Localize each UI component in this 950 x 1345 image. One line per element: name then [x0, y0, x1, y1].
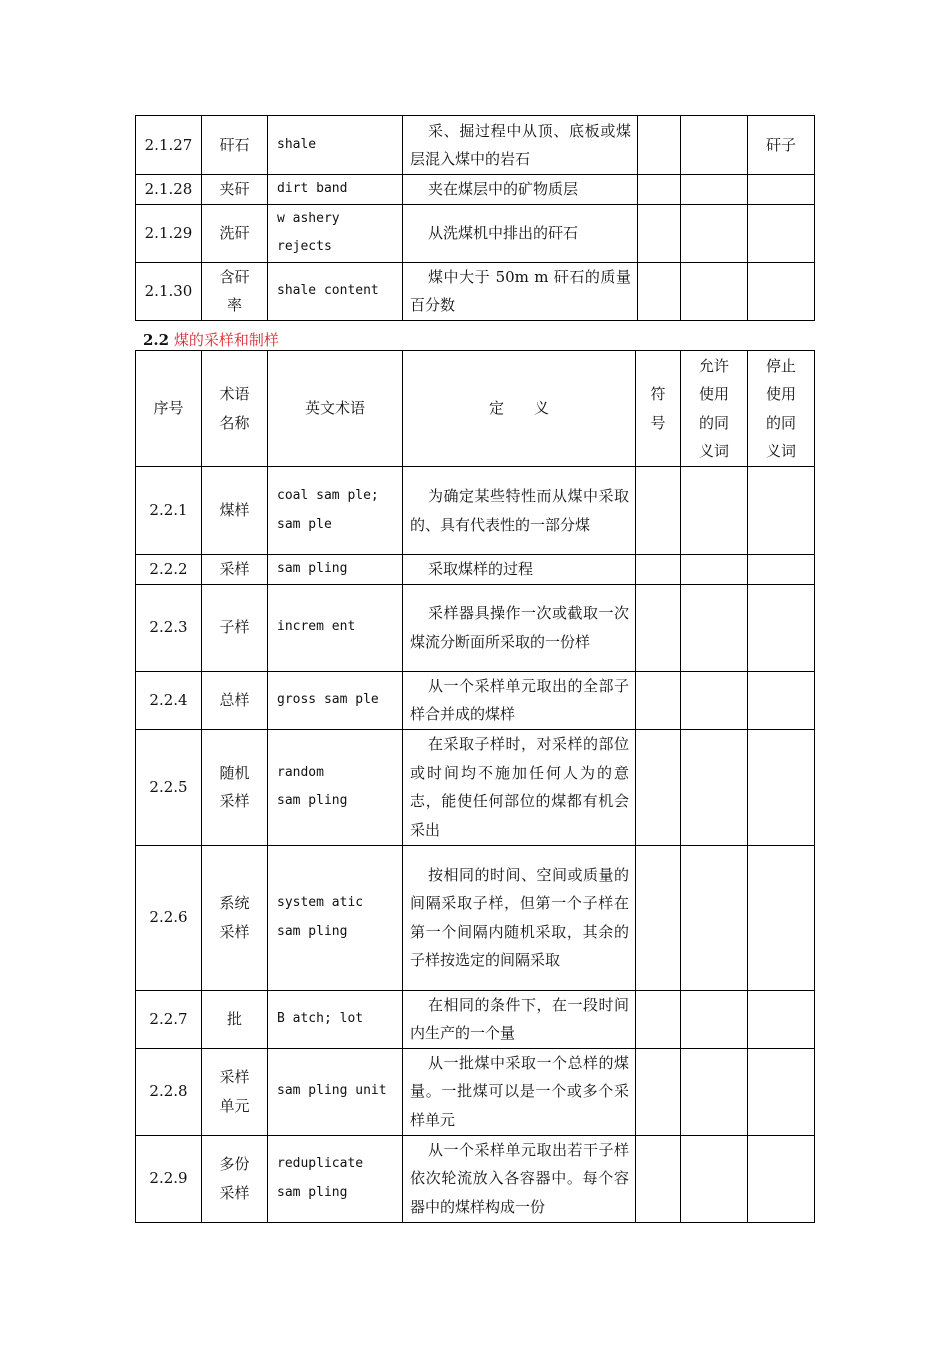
table-header-row	[136, 351, 815, 467]
term-deprecated-synonym	[748, 555, 815, 585]
table-row	[136, 1048, 815, 1135]
term-number: 2.2.2	[136, 555, 202, 585]
table-row	[136, 671, 815, 729]
term-number: 2.1.27	[136, 116, 202, 175]
term-allowed-synonym	[681, 116, 748, 175]
term-symbol	[636, 467, 681, 555]
term-deprecated-synonym	[748, 1135, 815, 1222]
term-name: 洗矸	[202, 204, 268, 262]
term-symbol	[636, 845, 681, 990]
term-name: 煤样	[202, 467, 268, 555]
table-row	[136, 584, 815, 671]
term-english: gross sam ple	[268, 671, 403, 729]
term-deprecated-synonym	[748, 262, 815, 320]
term-definition: 从一个采样单元取出若干子样依次轮流放入各容器中。每个容器中的煤样构成一份	[403, 1135, 636, 1222]
term-name: 批	[202, 990, 268, 1048]
term-deprecated-synonym	[748, 204, 815, 262]
term-allowed-synonym	[681, 584, 748, 671]
term-deprecated-synonym	[748, 1048, 815, 1135]
term-allowed-synonym	[681, 671, 748, 729]
term-number: 2.1.30	[136, 262, 202, 320]
term-number: 2.2.6	[136, 845, 202, 990]
header-symbol: 符号	[636, 351, 681, 467]
term-english: shale	[268, 116, 403, 175]
term-allowed-synonym	[681, 1135, 748, 1222]
section-title: 煤的采样和制样	[173, 331, 279, 349]
term-deprecated-synonym	[748, 845, 815, 990]
term-symbol	[636, 990, 681, 1048]
term-symbol	[636, 584, 681, 671]
term-definition: 采、掘过程中从顶、底板或煤层混入煤中的岩石	[403, 116, 638, 175]
term-definition: 采样器具操作一次或截取一次煤流分断面所采取的一份样	[403, 584, 636, 671]
term-number: 2.2.3	[136, 584, 202, 671]
table-row	[136, 204, 815, 262]
header-allowed-synonym: 允许使用的同义词	[681, 351, 748, 467]
term-allowed-synonym	[681, 175, 748, 205]
term-deprecated-synonym	[748, 467, 815, 555]
term-definition: 为确定某些特性而从煤中采取的、具有代表性的一部分煤	[403, 467, 636, 555]
term-deprecated-synonym	[748, 175, 815, 205]
term-english: sam pling unit	[268, 1048, 403, 1135]
term-english: shale content	[268, 262, 403, 320]
term-english: coal sam ple; sam ple	[268, 467, 403, 555]
header-definition: 定 义	[403, 351, 636, 467]
term-english: sam pling	[268, 555, 403, 585]
terms-table-2-1	[135, 115, 815, 321]
table-row	[136, 467, 815, 555]
term-number: 2.1.29	[136, 204, 202, 262]
term-english: system atic sam pling	[268, 845, 403, 990]
term-number: 2.2.4	[136, 671, 202, 729]
term-allowed-synonym	[681, 845, 748, 990]
term-number: 2.1.28	[136, 175, 202, 205]
term-allowed-synonym	[681, 1048, 748, 1135]
term-name: 采样单元	[202, 1048, 268, 1135]
term-allowed-synonym	[681, 555, 748, 585]
table-row	[136, 555, 815, 585]
term-deprecated-synonym: 矸子	[748, 116, 815, 175]
term-definition: 从洗煤机中排出的矸石	[403, 204, 638, 262]
term-allowed-synonym	[681, 729, 748, 845]
term-name: 随机采样	[202, 729, 268, 845]
term-symbol	[636, 1048, 681, 1135]
header-english: 英文术语	[268, 351, 403, 467]
term-english: increm ent	[268, 584, 403, 671]
terms-table-2-2	[135, 350, 815, 1223]
table-row	[136, 990, 815, 1048]
term-name: 多份采样	[202, 1135, 268, 1222]
term-name: 系统采样	[202, 845, 268, 990]
term-symbol	[638, 204, 681, 262]
term-allowed-synonym	[681, 990, 748, 1048]
term-allowed-synonym	[681, 262, 748, 320]
term-symbol	[638, 116, 681, 175]
term-name: 总样	[202, 671, 268, 729]
term-number: 2.2.8	[136, 1048, 202, 1135]
term-symbol	[636, 555, 681, 585]
table-row	[136, 1135, 815, 1222]
term-english: B atch; lot	[268, 990, 403, 1048]
term-definition: 从一个采样单元取出的全部子样合并成的煤样	[403, 671, 636, 729]
term-deprecated-synonym	[748, 729, 815, 845]
term-definition: 按相同的时间、空间或质量的间隔采取子样，但第一个子样在第一个间隔内随机采取，其余的子样按选定的间隔采取	[403, 845, 636, 990]
term-name: 夹矸	[202, 175, 268, 205]
term-definition: 采取煤样的过程	[403, 555, 636, 585]
term-english: random sam pling	[268, 729, 403, 845]
term-english: reduplicate sam pling	[268, 1135, 403, 1222]
header-number: 序号	[136, 351, 202, 467]
table-row	[136, 175, 815, 205]
term-deprecated-synonym	[748, 671, 815, 729]
section-heading	[143, 329, 279, 350]
term-number: 2.2.1	[136, 467, 202, 555]
term-name: 矸石	[202, 116, 268, 175]
term-allowed-synonym	[681, 204, 748, 262]
header-term-name: 术语名称	[202, 351, 268, 467]
table-row	[136, 729, 815, 845]
term-definition: 在采取子样时，对采样的部位或时间均不施加任何人为的意志，能使任何部位的煤都有机会采出	[403, 729, 636, 845]
term-deprecated-synonym	[748, 990, 815, 1048]
header-deprecated-synonym: 停止使用的同义词	[748, 351, 815, 467]
term-name: 子样	[202, 584, 268, 671]
term-symbol	[636, 729, 681, 845]
table-row	[136, 262, 815, 320]
term-definition: 在相同的条件下，在一段时间内生产的一个量	[403, 990, 636, 1048]
term-definition: 煤中大于 50m m 矸石的质量百分数	[403, 262, 638, 320]
term-number: 2.2.9	[136, 1135, 202, 1222]
term-name: 采样	[202, 555, 268, 585]
term-definition: 夹在煤层中的矿物质层	[403, 175, 638, 205]
term-number: 2.2.5	[136, 729, 202, 845]
term-number: 2.2.7	[136, 990, 202, 1048]
term-english: dirt band	[268, 175, 403, 205]
term-name: 含矸率	[202, 262, 268, 320]
table-row	[136, 845, 815, 990]
term-english: w ashery rejects	[268, 204, 403, 262]
term-deprecated-synonym	[748, 584, 815, 671]
term-symbol	[638, 262, 681, 320]
term-symbol	[636, 671, 681, 729]
section-number: 2.2	[143, 331, 170, 349]
term-definition: 从一批煤中采取一个总样的煤量。一批煤可以是一个或多个采样单元	[403, 1048, 636, 1135]
table-row	[136, 116, 815, 175]
term-allowed-synonym	[681, 467, 748, 555]
term-symbol	[636, 1135, 681, 1222]
term-symbol	[638, 175, 681, 205]
